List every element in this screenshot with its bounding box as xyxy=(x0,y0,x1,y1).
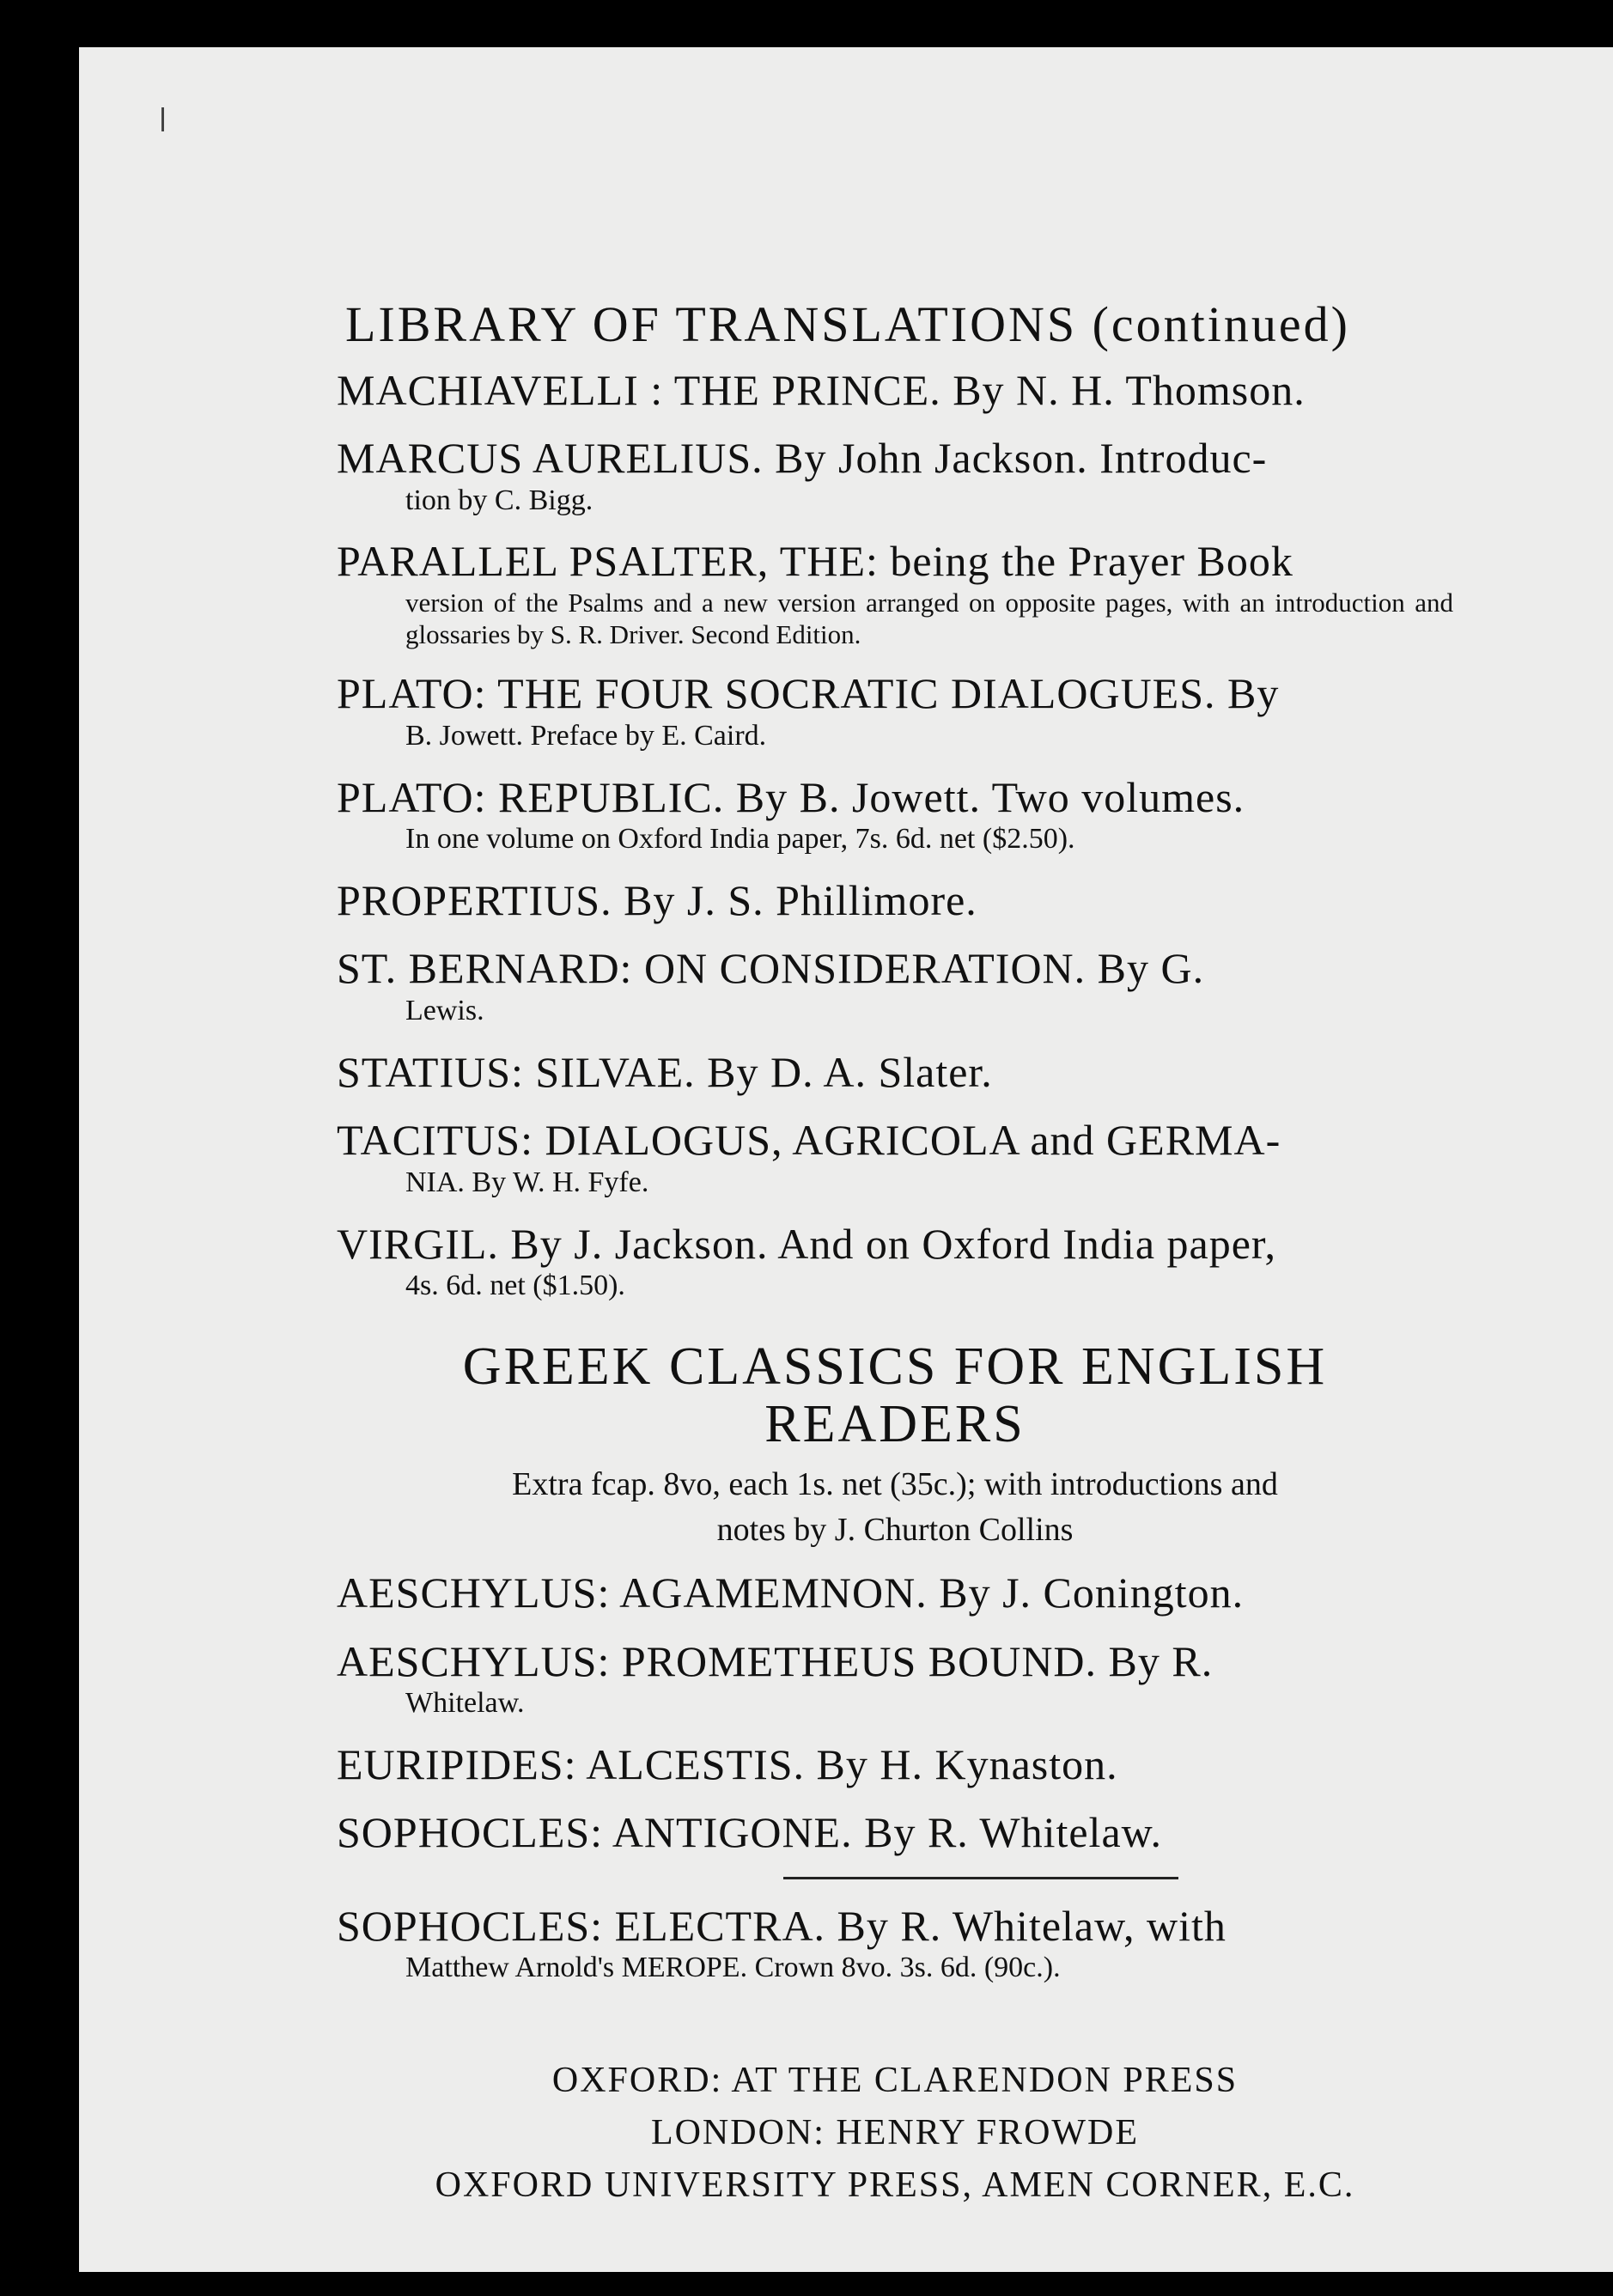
entry-main: MACHIAVELLI : THE PRINCE. By N. H. Thomson. xyxy=(337,365,1306,414)
entry-main: PLATO: THE FOUR SOCRATIC DIALOGUES. By xyxy=(337,669,1280,718)
entry-marcus-aurelius xyxy=(337,434,1453,518)
entry-main: VIRGIL. By J. Jackson. And on Oxford India paper, xyxy=(337,1219,1277,1268)
page xyxy=(79,47,1613,2272)
entry-virgil xyxy=(337,1220,1453,1304)
entry-main: AESCHYLUS: PROMETHEUS BOUND. By R. xyxy=(337,1636,1214,1685)
entry-statius xyxy=(337,1048,1453,1098)
entry-main: EURIPIDES: ALCESTIS. By H. Kynaston. xyxy=(337,1739,1118,1788)
entry-plato-dialogues xyxy=(337,669,1453,753)
entry-main: MARCUS AURELIUS. By John Jackson. Introduc- xyxy=(337,434,1268,483)
entry-machiavelli xyxy=(337,366,1453,416)
entry-aeschylus-agamemnon xyxy=(337,1568,1453,1618)
library-heading: LIBRARY OF TRANSLATIONS (continued) xyxy=(345,296,1350,352)
entry-sub: Lewis. xyxy=(405,994,484,1026)
content xyxy=(337,296,1453,2212)
entry-sophocles-electra xyxy=(337,1902,1453,1986)
entry-sub: Whitelaw. xyxy=(405,1687,525,1720)
entry-st-bernard xyxy=(337,944,1453,1028)
imprint-line2: LONDON: HENRY FROWDE xyxy=(650,2113,1140,2153)
electra-list xyxy=(337,1902,1453,1986)
intro-line1: Extra fcap. 8vo, each 1s. net (35c.); with introductions and xyxy=(512,1465,1278,1502)
entry-sub: tion by C. Bigg. xyxy=(405,484,593,516)
entry-aeschylus-prometheus xyxy=(337,1637,1453,1721)
entry-euripides-alcestis xyxy=(337,1740,1453,1790)
greek-classics-heading xyxy=(337,1338,1453,1453)
greek-classics-heading-line1: GREEK CLASSICS FOR ENGLISH xyxy=(462,1337,1328,1396)
entry-sub: 4s. 6d. net ($1.50). xyxy=(405,1270,625,1302)
greek-classics-heading-line2: READERS xyxy=(764,1394,1026,1453)
entry-sophocles-antigone xyxy=(337,1808,1453,1858)
imprint-line1: OXFORD: AT THE CLARENDON PRESS xyxy=(551,2061,1239,2101)
entry-main: AESCHYLUS: AGAMEMNON. By J. Conington. xyxy=(337,1568,1245,1617)
entry-sub: In one volume on Oxford India paper, 7s. 6d. net ($2.50). xyxy=(405,823,1075,856)
entry-sub: NIA. By W. H. Fyfe. xyxy=(405,1166,649,1198)
entry-parallel-psalter xyxy=(337,537,1453,650)
entry-propertius xyxy=(337,876,1453,926)
entry-main: TACITUS: DIALOGUS, AGRICOLA and GERMA- xyxy=(337,1116,1281,1165)
page-edge-mark xyxy=(161,107,164,131)
greek-classics-list xyxy=(337,1568,1453,1858)
publisher-imprint xyxy=(337,2055,1453,2212)
entry-main: PARALLEL PSALTER, THE: being the Prayer Book xyxy=(337,537,1293,586)
entry-main: STATIUS: SILVAE. By D. A. Slater. xyxy=(337,1047,993,1096)
imprint-line3: OXFORD UNIVERSITY PRESS, AMEN CORNER, E.C. xyxy=(435,2165,1355,2205)
entry-sub: Matthew Arnold's MEROPE. Crown 8vo. 3s. 6d. (90c.). xyxy=(405,1952,1061,1984)
entry-sub: B. Jowett. Preface by E. Caird. xyxy=(405,719,767,752)
entry-main: PROPERTIUS. By J. S. Phillimore. xyxy=(337,875,977,924)
entry-main: SOPHOCLES: ELECTRA. By R. Whitelaw, with xyxy=(337,1901,1226,1950)
intro-line2: notes by J. Churton Collins xyxy=(716,1511,1074,1548)
entry-tacitus xyxy=(337,1116,1453,1200)
greek-classics-intro xyxy=(337,1462,1453,1553)
entry-main: ST. BERNARD: ON CONSIDERATION. By G. xyxy=(337,944,1205,993)
library-list xyxy=(337,366,1453,1304)
divider-rule xyxy=(783,1877,1178,1879)
entry-sub: version of the Psalms and a new version arranged on opposite pages, with an introduction and glossaries by S. R. Driver. Second Edition. xyxy=(405,587,1453,650)
entry-plato-republic xyxy=(337,773,1453,857)
entry-main: PLATO: REPUBLIC. By B. Jowett. Two volumes. xyxy=(337,772,1245,821)
entry-main: SOPHOCLES: ANTIGONE. By R. Whitelaw. xyxy=(337,1808,1162,1857)
